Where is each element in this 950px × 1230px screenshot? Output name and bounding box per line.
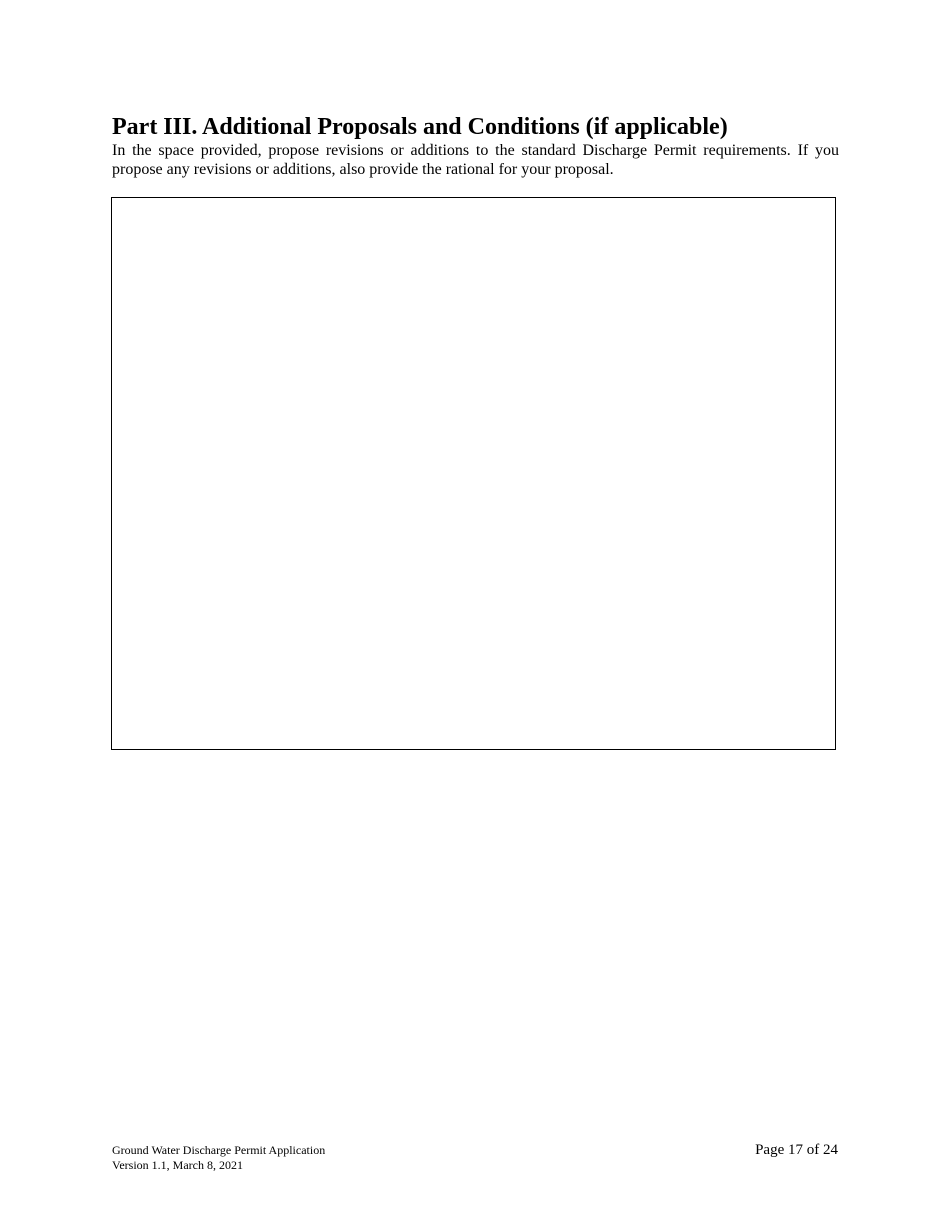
footer-page-number: Page 17 of 24 (755, 1142, 838, 1158)
footer-document-title: Ground Water Discharge Permit Application (112, 1143, 326, 1157)
footer-version: Version 1.1, March 8, 2021 (112, 1158, 243, 1172)
proposal-response-box[interactable] (111, 197, 836, 750)
section-instructions: In the space provided, propose revisions or additions to the standard Discharge Permit requirements. If you propose any revisions or additions, also provide the rational for your proposal. (112, 142, 839, 178)
section-heading: Part III. Additional Proposals and Conditions (if applicable) (112, 114, 728, 140)
footer-document-info (112, 1143, 325, 1173)
